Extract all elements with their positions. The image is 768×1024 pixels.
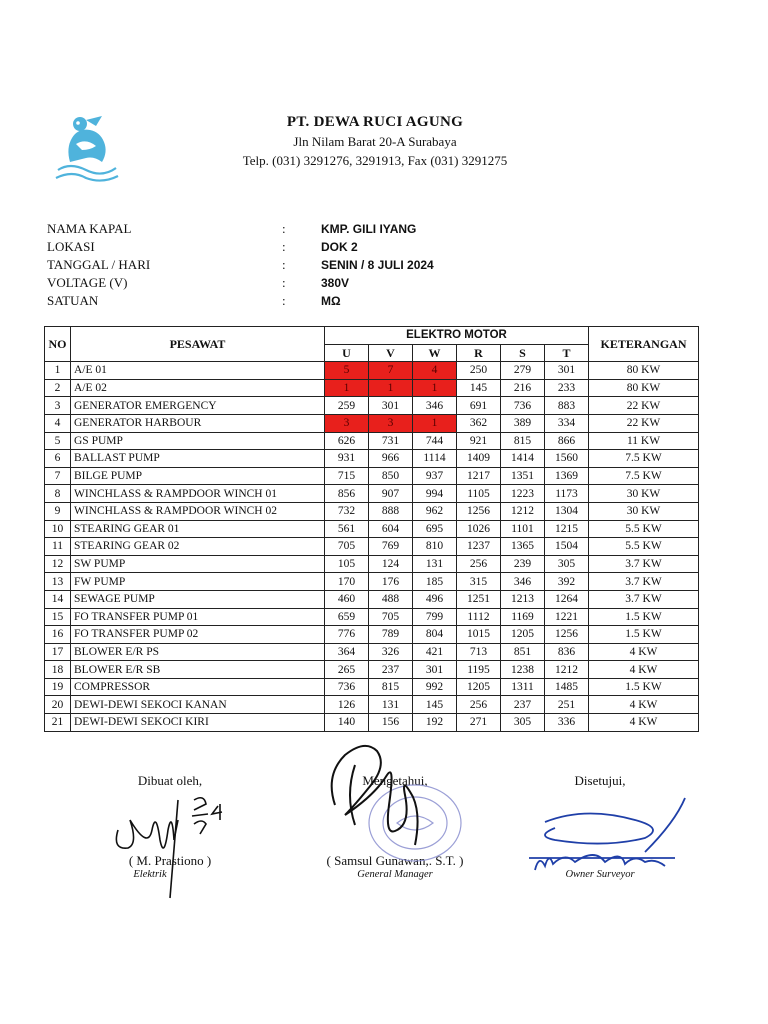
table-row [45,608,699,626]
equipment-name: BILGE PUMP [71,467,325,485]
value-u: 5 [325,362,369,380]
table-row [45,696,699,714]
company-stamp [315,735,475,870]
equipment-name: WINCHLASS & RAMPDOOR WINCH 02 [71,502,325,520]
info-value: MΩ [321,294,341,308]
value-s: 736 [501,397,545,415]
header-r: R [457,344,501,362]
value-s: 1213 [501,590,545,608]
row-number: 19 [45,678,71,696]
value-w: 301 [413,661,457,679]
company-header [230,114,520,169]
value-r: 1015 [457,626,501,644]
made-by-name: ( M. Prastiono ) [128,853,212,868]
table-body [45,362,699,731]
equipment-name: BLOWER E/R PS [71,643,325,661]
value-w: 695 [413,520,457,538]
value-u: 105 [325,555,369,573]
value-w: 994 [413,485,457,503]
value-v: 966 [369,450,413,468]
table-row [45,678,699,696]
row-number: 21 [45,714,71,732]
value-r: 1251 [457,590,501,608]
info-value: KMP. GILI IYANG [321,222,417,236]
value-v: 705 [369,608,413,626]
table-row [45,502,699,520]
value-u: 561 [325,520,369,538]
value-v: 907 [369,485,413,503]
equipment-name: STEARING GEAR 02 [71,538,325,556]
header-keterangan: KETERANGAN [589,327,699,362]
info-value: DOK 2 [321,240,358,254]
value-u: 126 [325,696,369,714]
value-s: 1169 [501,608,545,626]
value-r: 691 [457,397,501,415]
table-row [45,379,699,397]
header-no: NO [45,327,71,362]
equipment-name: WINCHLASS & RAMPDOOR WINCH 01 [71,485,325,503]
value-w: 192 [413,714,457,732]
value-t: 883 [545,397,589,415]
keterangan: 5.5 KW [589,538,699,556]
value-t: 1215 [545,520,589,538]
value-t: 233 [545,379,589,397]
table-row [45,661,699,679]
header-w: W [413,344,457,362]
value-u: 705 [325,538,369,556]
value-u: 732 [325,502,369,520]
value-r: 250 [457,362,501,380]
company-address: Jln Nilam Barat 20-A Surabaya [293,134,457,149]
keterangan: 4 KW [589,696,699,714]
value-r: 315 [457,573,501,591]
header-u: U [325,344,369,362]
value-t: 1560 [545,450,589,468]
value-u: 364 [325,643,369,661]
value-r: 1026 [457,520,501,538]
value-v: 131 [369,696,413,714]
value-t: 1212 [545,661,589,679]
row-number: 20 [45,696,71,714]
header-v: V [369,344,413,362]
value-s: 1311 [501,678,545,696]
value-r: 271 [457,714,501,732]
table-row [45,397,699,415]
value-w: 937 [413,467,457,485]
acknowledged-role: General Manager [357,869,433,880]
value-v: 3 [369,414,413,432]
info-value: SENIN / 8 JULI 2024 [321,258,434,272]
value-s: 1238 [501,661,545,679]
value-u: 460 [325,590,369,608]
value-v: 7 [369,362,413,380]
table-row [45,643,699,661]
equipment-name: STEARING GEAR 01 [71,520,325,538]
value-w: 810 [413,538,457,556]
info-value: 380V [321,276,350,290]
company-phone: Telp. (031) 3291276, 3291913, Fax (031) 3291275 [242,153,508,168]
value-v: 301 [369,397,413,415]
value-t: 836 [545,643,589,661]
value-u: 736 [325,678,369,696]
value-v: 237 [369,661,413,679]
value-w: 185 [413,573,457,591]
value-r: 145 [457,379,501,397]
value-r: 1195 [457,661,501,679]
info-label: LOKASI [47,239,95,254]
value-t: 1304 [545,502,589,520]
value-t: 1173 [545,485,589,503]
value-t: 251 [545,696,589,714]
made-by-caption: Dibuat oleh, [137,773,203,788]
row-number: 12 [45,555,71,573]
table-row [45,520,699,538]
header-pesawat: PESAWAT [71,327,325,362]
value-t: 866 [545,432,589,450]
value-t: 1504 [545,538,589,556]
row-number: 17 [45,643,71,661]
table-row [45,590,699,608]
value-w: 799 [413,608,457,626]
value-w: 992 [413,678,457,696]
value-w: 1114 [413,450,457,468]
value-t: 392 [545,573,589,591]
row-number: 13 [45,573,71,591]
insulation-table [44,326,699,732]
value-t: 305 [545,555,589,573]
table-row [45,555,699,573]
value-v: 815 [369,678,413,696]
value-s: 1101 [501,520,545,538]
row-number: 11 [45,538,71,556]
value-u: 1 [325,379,369,397]
table-row [45,485,699,503]
equipment-name: GS PUMP [71,432,325,450]
value-s: 216 [501,379,545,397]
row-number: 18 [45,661,71,679]
equipment-name: BALLAST PUMP [71,450,325,468]
keterangan: 30 KW [589,485,699,503]
table-row [45,414,699,432]
value-v: 888 [369,502,413,520]
value-u: 259 [325,397,369,415]
acknowledged-caption: Mengetahui, [362,773,428,788]
value-v: 488 [369,590,413,608]
value-w: 1 [413,414,457,432]
value-u: 856 [325,485,369,503]
value-v: 1 [369,379,413,397]
value-u: 265 [325,661,369,679]
row-number: 1 [45,362,71,380]
value-r: 362 [457,414,501,432]
table-row [45,432,699,450]
value-v: 156 [369,714,413,732]
company-name: PT. DEWA RUCI AGUNG [286,114,464,130]
value-u: 715 [325,467,369,485]
value-r: 1256 [457,502,501,520]
value-s: 1205 [501,626,545,644]
row-number: 2 [45,379,71,397]
info-label: SATUAN [47,293,99,308]
value-w: 1 [413,379,457,397]
equipment-name: A/E 02 [71,379,325,397]
keterangan: 3.7 KW [589,590,699,608]
value-r: 1112 [457,608,501,626]
value-s: 815 [501,432,545,450]
table-row [45,450,699,468]
value-w: 744 [413,432,457,450]
row-number: 6 [45,450,71,468]
value-r: 256 [457,696,501,714]
info-label: TANGGAL / HARI [47,257,151,272]
value-v: 176 [369,573,413,591]
value-u: 3 [325,414,369,432]
row-number: 15 [45,608,71,626]
value-t: 1369 [545,467,589,485]
signature-prastiono [108,790,238,900]
table-row [45,538,699,556]
value-w: 145 [413,696,457,714]
keterangan: 80 KW [589,362,699,380]
keterangan: 7.5 KW [589,450,699,468]
equipment-name: GENERATOR EMERGENCY [71,397,325,415]
row-number: 4 [45,414,71,432]
equipment-name: FO TRANSFER PUMP 01 [71,608,325,626]
value-u: 659 [325,608,369,626]
keterangan: 3.7 KW [589,573,699,591]
value-t: 1264 [545,590,589,608]
equipment-name: GENERATOR HARBOUR [71,414,325,432]
row-number: 3 [45,397,71,415]
equipment-name: FW PUMP [71,573,325,591]
keterangan: 1.5 KW [589,626,699,644]
keterangan: 4 KW [589,643,699,661]
keterangan: 1.5 KW [589,608,699,626]
equipment-name: A/E 01 [71,362,325,380]
equipment-name: SEWAGE PUMP [71,590,325,608]
value-t: 301 [545,362,589,380]
value-v: 124 [369,555,413,573]
keterangan: 22 KW [589,397,699,415]
value-v: 789 [369,626,413,644]
value-s: 1212 [501,502,545,520]
value-u: 140 [325,714,369,732]
row-number: 8 [45,485,71,503]
table-row [45,573,699,591]
keterangan: 7.5 KW [589,467,699,485]
keterangan: 80 KW [589,379,699,397]
signature-surveyor [525,792,695,882]
value-v: 769 [369,538,413,556]
keterangan: 4 KW [589,661,699,679]
row-number: 5 [45,432,71,450]
value-s: 305 [501,714,545,732]
header-t: T [545,344,589,362]
equipment-name: SW PUMP [71,555,325,573]
value-u: 170 [325,573,369,591]
value-t: 1256 [545,626,589,644]
value-s: 389 [501,414,545,432]
info-label: NAMA KAPAL [47,221,132,236]
value-r: 1105 [457,485,501,503]
company-logo [50,112,122,184]
row-number: 10 [45,520,71,538]
info-label: VOLTAGE (V) [47,275,128,290]
table-row [45,714,699,732]
value-s: 346 [501,573,545,591]
value-r: 921 [457,432,501,450]
table-row [45,626,699,644]
value-v: 850 [369,467,413,485]
value-v: 326 [369,643,413,661]
value-r: 1237 [457,538,501,556]
value-u: 626 [325,432,369,450]
keterangan: 1.5 KW [589,678,699,696]
equipment-name: DEWI-DEWI SEKOCI KANAN [71,696,325,714]
equipment-name: FO TRANSFER PUMP 02 [71,626,325,644]
value-v: 604 [369,520,413,538]
value-w: 4 [413,362,457,380]
value-w: 421 [413,643,457,661]
value-w: 346 [413,397,457,415]
table-row [45,362,699,380]
approved-caption: Disetujui, [574,773,626,788]
keterangan: 4 KW [589,714,699,732]
keterangan: 22 KW [589,414,699,432]
value-u: 931 [325,450,369,468]
row-number: 9 [45,502,71,520]
row-number: 14 [45,590,71,608]
value-r: 1217 [457,467,501,485]
value-s: 239 [501,555,545,573]
value-r: 256 [457,555,501,573]
keterangan: 3.7 KW [589,555,699,573]
value-w: 131 [413,555,457,573]
value-u: 776 [325,626,369,644]
value-t: 336 [545,714,589,732]
value-s: 279 [501,362,545,380]
value-s: 1351 [501,467,545,485]
value-w: 804 [413,626,457,644]
table-row [45,467,699,485]
value-v: 731 [369,432,413,450]
value-r: 713 [457,643,501,661]
value-s: 237 [501,696,545,714]
keterangan: 5.5 KW [589,520,699,538]
equipment-name: DEWI-DEWI SEKOCI KIRI [71,714,325,732]
value-t: 1485 [545,678,589,696]
value-w: 496 [413,590,457,608]
row-number: 16 [45,626,71,644]
header-elektro-motor: ELEKTRO MOTOR [325,327,589,345]
value-s: 1223 [501,485,545,503]
value-r: 1205 [457,678,501,696]
value-s: 851 [501,643,545,661]
header-s: S [501,344,545,362]
made-by-role: Elektrik [133,869,167,880]
equipment-name: BLOWER E/R SB [71,661,325,679]
value-t: 334 [545,414,589,432]
value-r: 1409 [457,450,501,468]
keterangan: 30 KW [589,502,699,520]
value-w: 962 [413,502,457,520]
value-s: 1414 [501,450,545,468]
value-s: 1365 [501,538,545,556]
acknowledged-name: ( Samsul Gunawan,. S.T. ) [326,853,464,868]
equipment-name: COMPRESSOR [71,678,325,696]
approved-role: Owner Surveyor [565,869,635,880]
value-t: 1221 [545,608,589,626]
row-number: 7 [45,467,71,485]
keterangan: 11 KW [589,432,699,450]
